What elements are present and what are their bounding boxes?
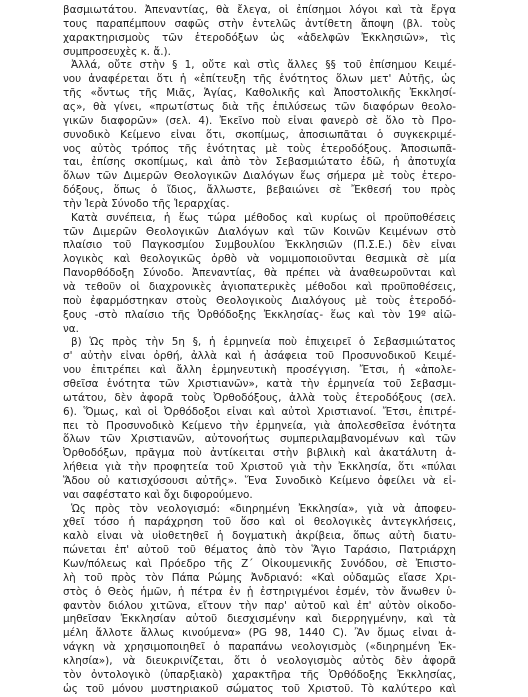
text-line: πλαίσιο τοῦ Παγκοσμίου Συμβουλίου Ἐκκλησιῶν (Π.Σ.Ε.) δὲν εἶναι [63,239,456,252]
text-line: σ' αὐτὴν εἶναι ὀρθή, ἀλλὰ καὶ ἡ ἀσάφεια τοῦ Προσυνοδικοῦ Κειμέ- [63,350,456,363]
text-line: νάγκη νὰ χρησιμοποιηθεῖ ὁ παραπάνω νεολογισμὸς («διηρημένη Ἐκ- [63,641,456,654]
text-line: τῆς «ὄντως τῆς Μιᾶς, Ἁγίας, Καθολικῆς καὶ Ἀποστολικῆς Ἐκκλησί- [63,87,456,100]
text-line: Πανορθόδοξη Σύνοδο. Ἀπεναντίας, θὰ πρέπει νὰ ἀναθεωροῦνται καὶ [63,267,456,280]
text-line: λὴ τοῦ πρὸς τὸν Πάπα Ρώμης Ἀνδριανό: «Καὶ οὐδαμῶς εἴασε Χρι- [63,571,456,584]
text-line: μηθεῖσαν Ἐκκλησίαν αὐτοῦ διεσχισμένην καὶ διερρηγμένην, καὶ τὰ [63,613,456,626]
text-line: νου ἀναφέρεται ὅτι ἡ «ἐπίτευξη τῆς ἑνότητος ὅλων μετ' Αὐτῆς, ὡς [63,73,456,86]
text-line: τῶν Διμερῶν Θεολογικῶν Διαλόγων καὶ τῶν Κοινῶν Κειμένων στὸ [63,225,456,238]
text-line: Ἀλλά, οὔτε στὴν § 1, οὔτε καὶ στὶς ἄλλες §§ τοῦ ἐπίσημου Κειμέ- [71,59,456,72]
text-line: ται, ἐπίσης σκοπίμως, καὶ ἀπὸ τὸν Σεβασμιώτατο ἐδῶ, ἡ ἀποτυχία [63,156,456,169]
text-line: να. [63,322,79,335]
text-line: τὴν Ἱερὰ Σύνοδο τῆς Ἱεραρχίας. [63,197,230,210]
text-line: κλησία»), νὰ διευκρινίζεται, ὅτι ὁ νεολογισμὸς αὐτὸς δὲν ἀφορᾶ [63,654,456,667]
text-line: 6). Ὅμως, καὶ οἱ Ὀρθόδοξοι εἶναι καὶ αὐτοὶ Χριστιανοί. Ἔτσι, ἐπιτρέ- [63,405,456,418]
text-line: Ὀρθοδόξων, πρᾶγμα ποὺ ἀντίκειται στὴν βιβλικὴ καὶ ἀκατάλυτη ἀ- [63,447,456,460]
text-line: Ὡς πρὸς τὸν νεολογισμό: «διηρημένη Ἐκκλησία», γιὰ νὰ ἀποφευ- [71,502,456,515]
text-line: φαντὸν διόλου χιτῶνα, εἴτουν τὴν παρ' αὐτοῦ καὶ ἐπ' αὐτὸν οἰκοδο- [63,599,456,612]
text-line: β) Ὡς πρὸς τὴν 5η §, ἡ ἑρμηνεία ποὺ ἐπιχειρεῖ ὁ Σεβασμιώτατος [71,336,456,349]
text-line: πει τὸ Προσυνοδικὸ Κείμενο τὴν ἑρμηνεία, γιὰ ἀπολεσθεῖσα ἑνότητα [63,419,456,432]
text-line: συμπροσευχὲς κ. ἄ.). [63,45,171,58]
text-line: χθεῖ τόσο ἡ παράχρηση τοῦ ὅσο καὶ οἱ θεολογικὲς ἀντεγκλήσεις, [63,516,456,529]
text-line: δόξους, ὅπως ὁ ἴδιος, ἄλλωστε, βεβαιώνει σὲ Ἔκθεσή του πρὸς [63,184,456,197]
text-line: σθεῖσα ἑνότητα τῶν Χριστιανῶν», κατὰ τὴν ἑρμηνεία τοῦ Σεβασμι- [63,377,456,390]
text-line: ὅλων τῶν Χριστιανῶν, αὐτονοήτως συμπεριλαμβανομένων καὶ τῶν [63,433,456,446]
text-line: νου ἐπιτρέπει καὶ ἄλλη ἑρμηνευτικὴ προσέγγιση. Ἔτσι, ἡ «ἀπολε- [63,364,456,377]
text-line: ας», θὰ γίνει, «πρωτίστως διὰ τῆς ἐπιλύσεως τῶν διαφόρων θεολο- [63,100,456,113]
text-line: Κατὰ συνέπεια, ἡ ἕως τώρα μέθοδος καὶ κυρίως οἱ προϋποθέσεις [71,211,456,224]
text-line: λογικὸς καὶ θεολογικῶς ὀρθὸ νὰ νομιμοποιοῦνται θεσμικὰ σὲ μία [63,253,456,266]
text-line: βασμιωτάτου. Ἀπεναντίας, θὰ ἔλεγα, οἱ ἐπίσημοι λόγοι καὶ τὰ ἔργα [63,4,456,16]
text-line: τους παραπέμπουν σαφῶς στὴν ἐντελῶς ἀντίθετη ἄποψη (βλ. τοὺς [63,17,456,30]
text-line: Κων/πόλεως καὶ Πρόεδρο τῆς Ζ΄ Οἰκουμενικῆς Συνόδου, σὲ Ἐπιστο- [63,558,456,570]
text-line: ωτάτου, δὲν ἀφορᾶ τοὺς Ὀρθοδόξους, ἀλλὰ τοὺς ἑτεροδόξους (σελ. [63,391,456,404]
text-line: ναι σαφέστατο καὶ ὄχι διφορούμενο. [63,488,253,501]
text-line: ξους -στὸ πλαίσιο τῆς Ὀρθόδοξης Ἐκκλησίας- ἕως καὶ τὸν 19º αἰῶ- [63,308,456,321]
text-line: νος αὐτὸς τρόπος τῆς ἑνότητας μὲ τοὺς ἑτεροδόξους. Ἀποσιωπᾶ- [63,142,456,155]
text-line: γικῶν διαφορῶν» (σελ. 4). Ἐκεῖνο ποὺ εἶναι φανερὸ σὲ ὅλο τὸ Προ- [63,114,456,127]
text-line: λήθεια γιὰ τὴν προφητεία τοῦ Χριστοῦ γιὰ τὴν Ἐκκλησία, ὅτι «πύλαι [63,461,456,474]
text-line: Ἅδου οὐ κατισχύσουσι αὐτῆς». Ἕνα Συνοδικὸ Κείμενο ὀφείλει νὰ εἶ- [63,474,456,487]
text-line: μέλη ἄλλοτε ἄλλως κινούμενα» (PG 98, 1440 C). Ἂν ὅμως εἶναι ἀ- [63,627,456,640]
text-line: χαρακτηρισμοὺς τῶν ἑτεροδόξων ὡς «ἀδελφῶν Ἐκκλησιῶν», τὶς [63,31,456,44]
text-line: τὸν ὀντολογικὸ (ὑπαρξιακὸ) χαρακτῆρα τῆς Ὀρθόδοξης Ἐκκλησίας, [63,668,456,681]
text-line: ποὺ ἐφαρμόστηκαν στοὺς Θεολογικοὺς Διαλόγους μὲ τοὺς ἑτεροδό- [63,294,456,307]
text-line: συνοδικὸ Κείμενο εἶναι ὅτι, σκοπίμως, ἀποσιωπᾶται ὁ συγκεκριμέ- [63,128,456,141]
text-line: καλὸ εἶναι νὰ υἱοθετηθεῖ ἡ δογματικὴ ἀκρίβεια, ὅπως αὐτὴ διατυ- [63,530,456,543]
text-line: στὸς ὁ Θεὸς ἡμῶν, ἡ πέτρα ἐν ᾗ ἐστηριγμένοι ἐσμέν, τὸν ἄνωθεν ὑ- [63,585,456,598]
text-line: νὰ τεθοῦν οἱ διαχρονικὲς ἁγιοπατερικὲς μέθοδοι καὶ προϋποθέσεις, [63,281,456,293]
text-line: πώνεται ἐπ' αὐτοῦ τοῦ θέματος ἀπὸ τὸν Ἅγιο Ταράσιο, Πατριάρχη [63,544,456,557]
text-line: ὅλων τῶν Διμερῶν Θεολογικῶν Διαλόγων ἕως σήμερα μὲ τοὺς ἑτερο- [63,170,456,183]
text-line: ὡς τοῦ μόνου μυστηριακοῦ σώματος τοῦ Χριστοῦ. Τὸ καλύτερο καὶ [63,682,456,695]
